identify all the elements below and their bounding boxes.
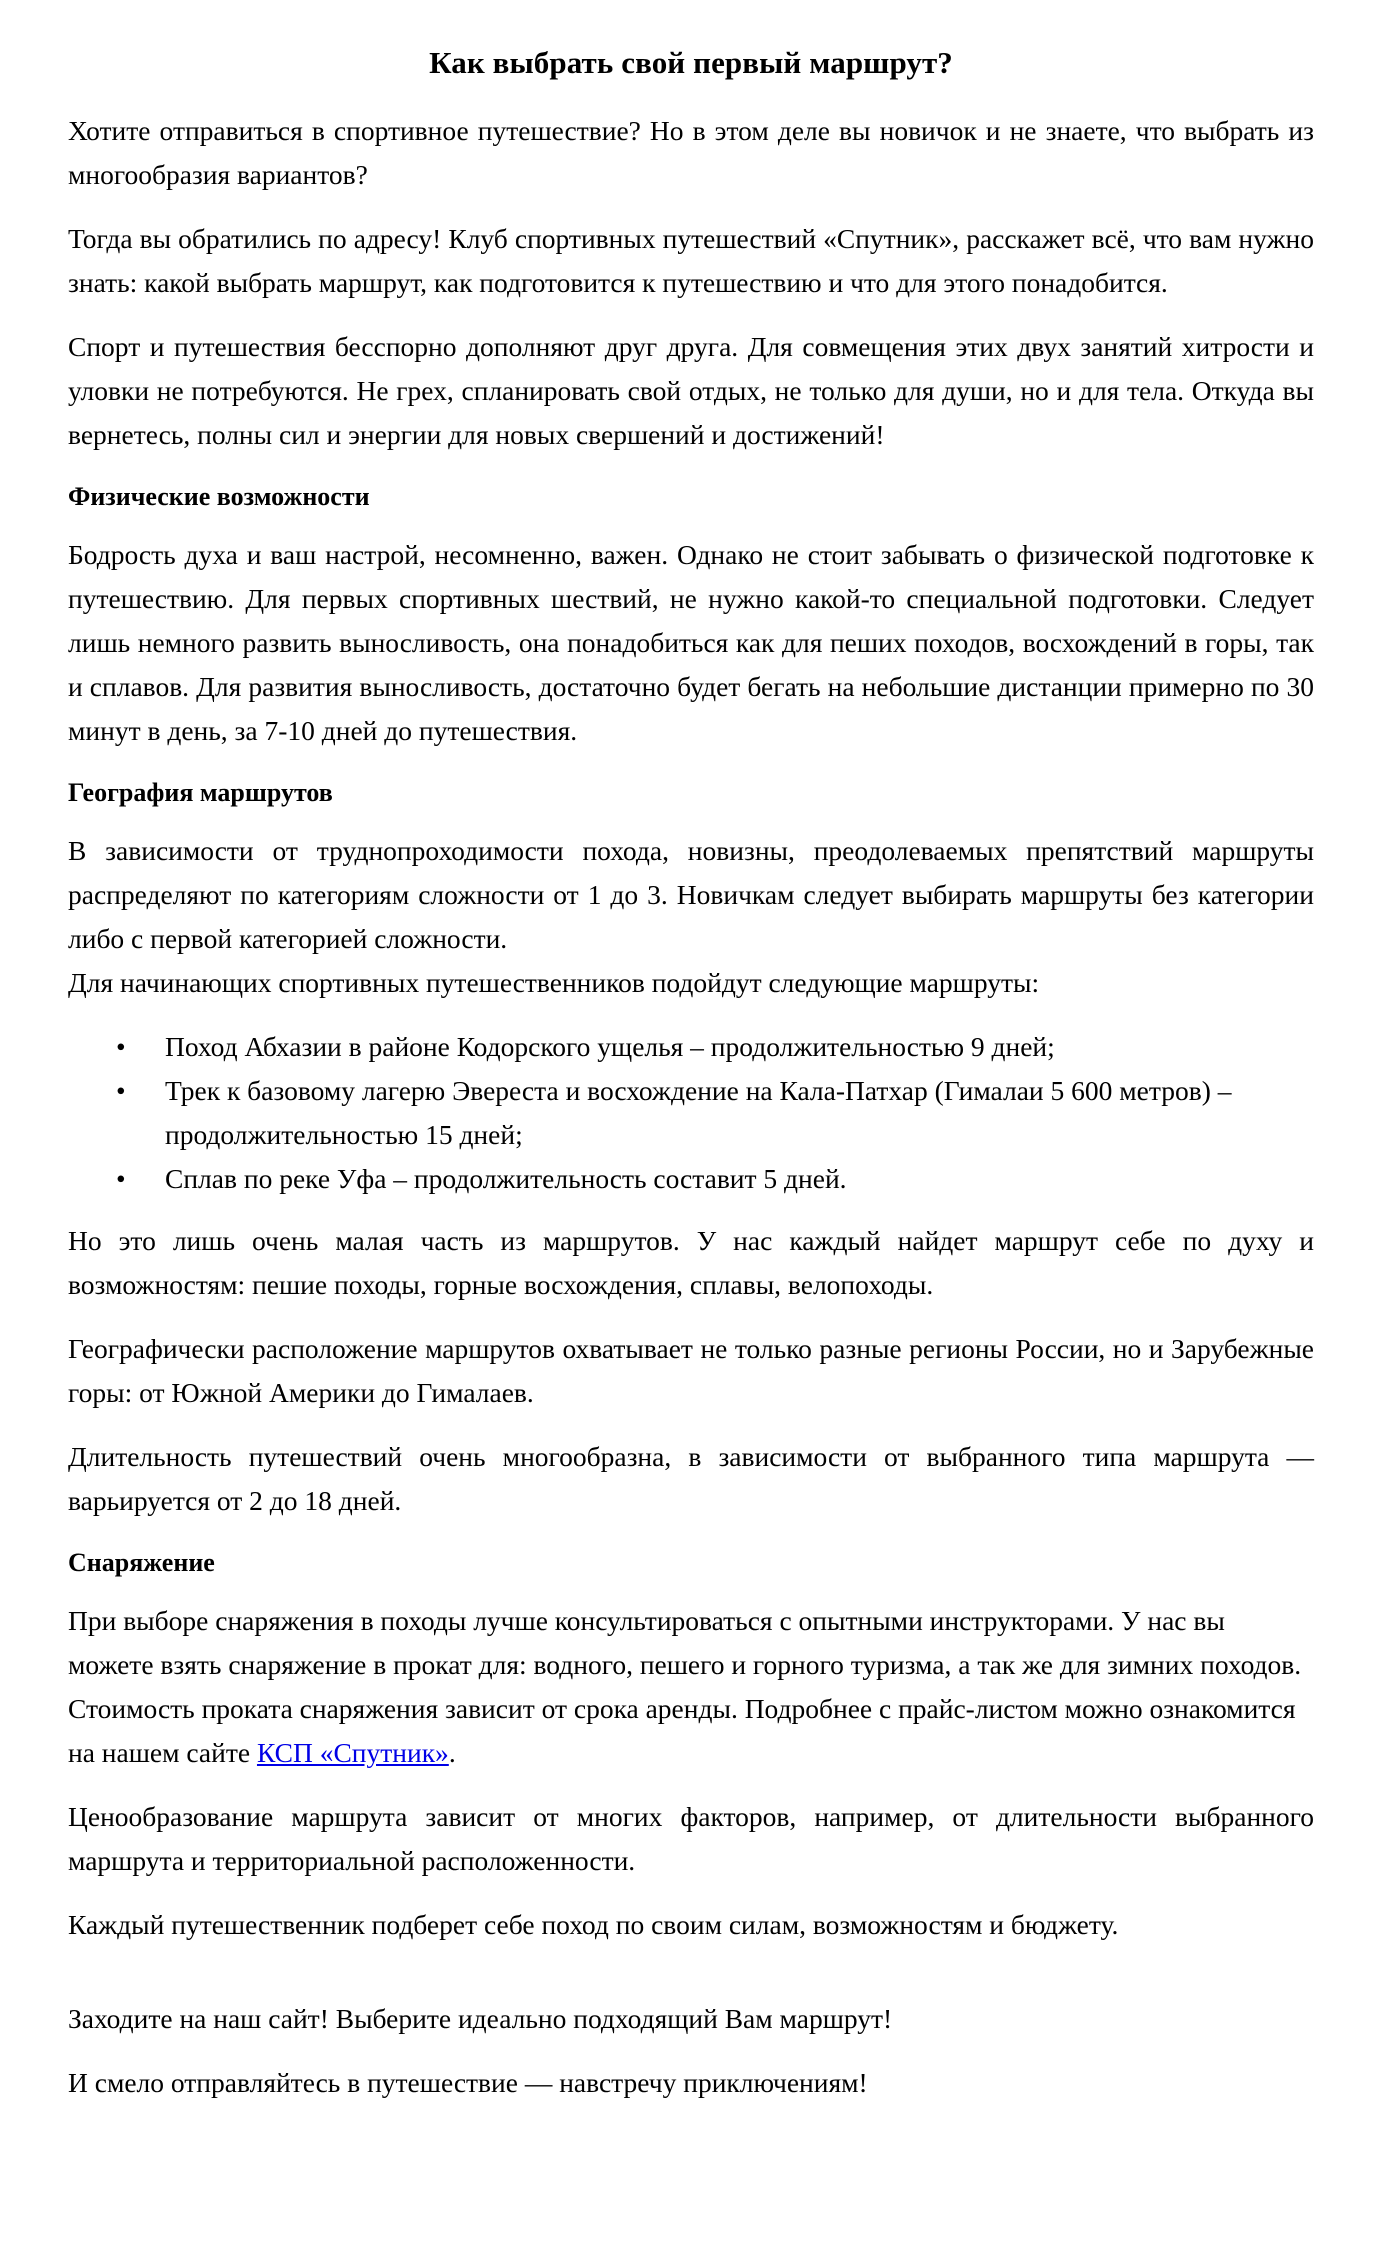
- page-title: Как выбрать свой первый маршрут?: [429, 45, 953, 80]
- intro-paragraph-1: Хотите отправиться в спортивное путешествие? Но в этом деле вы новичок и не знаете, что выбрать из многообразия вариантов?: [68, 114, 1314, 190]
- routes-duration-paragraph: Длительность путешествий очень многообразна, в зависимости от выбранного типа маршрута — варьируется от 2 до 18 дней.: [68, 1440, 1314, 1516]
- ksp-sputnik-link[interactable]: КСП «Спутник»: [256, 1736, 449, 1768]
- list-item: [68, 1025, 1314, 1069]
- closing-line-2: И смело отправляйтесь в путешествие — навстречу приключениям!: [68, 2066, 868, 2098]
- section-body-physical-abilities: Бодрость духа и ваш настрой, несомненно, важен. Однако не стоит забывать о физической подготовке к путешествию. Для первых спортивных шествий, не нужно какой-то специальной подготовки. Следует лишь немного развить выносливость, она понадобиться как для пеших походов, восхождений в горы, так и сплавов. Для развития выносливость, достаточно будет бегать на небольшие дистанции примерно по 30 минут в день, за 7-10 дней до путешествия.: [68, 538, 1314, 746]
- bullet-icon: •: [116, 1074, 126, 1106]
- section-body-route-geography: В зависимости от труднопроходимости похода, новизны, преодолеваемых препятствий маршруты распределяют по категориям сложности от 1 до 3. Новичкам следует выбирать маршруты без категории либо с первой категорией сложности.: [68, 834, 1314, 954]
- intro-paragraph-3: Спорт и путешествия бесспорно дополняют друг друга. Для совмещения этих двух занятий хитрости и уловки не потребуются. Не грех, спланировать свой отдых, не только для души, но и для тела. Откуда вы вернетесь, полны сил и энергии для новых свершений и достижений!: [68, 330, 1314, 450]
- section-heading-physical-abilities: Физические возможности: [68, 481, 370, 511]
- list-item: [68, 1157, 1314, 1201]
- closing-line-1: Заходите на наш сайт! Выберите идеально подходящий Вам маршрут!: [68, 2002, 893, 2034]
- section-body-equipment: [68, 1599, 1314, 1775]
- route-list-intro: Для начинающих спортивных путешественников подойдут следующие маршруты:: [68, 966, 1040, 998]
- list-item-label: Поход Абхазии в районе Кодорского ущелья – продолжительностью 9 дней;: [165, 1030, 1055, 1062]
- equipment-text-before-link: При выборе снаряжения в походы лучше консультироваться с опытными инструкторами. У нас вы можете взять снаряжение в прокат для: водного, пешего и горного туризма, а так же для зимних походов. Стоимость проката снаряжения зависит от срока аренды. Подробнее с прайс-листом можно ознакомится на нашем сайте: [68, 1604, 1302, 1768]
- list-item: [68, 1069, 1314, 1157]
- bullet-icon: •: [116, 1162, 126, 1194]
- section-heading-route-geography: География маршрутов: [68, 777, 333, 807]
- every-traveler-paragraph: Каждый путешественник подберет себе поход по своим силам, возможностям и бюджету.: [68, 1908, 1119, 1940]
- pricing-paragraph: Ценообразование маршрута зависит от многих факторов, например, от длительности выбранного маршрута и территориальной расположенности.: [68, 1800, 1314, 1876]
- intro-paragraph-2: Тогда вы обратились по адресу! Клуб спортивных путешествий «Спутник», расскажет всё, что вам нужно знать: какой выбрать маршрут, как подготовится к путешествию и что для этого понадобится.: [68, 222, 1314, 298]
- bullet-icon: •: [116, 1030, 126, 1062]
- section-heading-equipment: Снаряжение: [68, 1547, 215, 1577]
- route-list: [68, 1025, 1314, 1201]
- closing-spacer: [68, 1967, 1314, 1997]
- list-item-label: Трек к базовому лагерю Эвереста и восхождение на Кала-Патхар (Гималаи 5 600 метров) – продолжительностью 15 дней;: [165, 1074, 1232, 1150]
- routes-geography-paragraph: Географически расположение маршрутов охватывает не только разные регионы России, но и Зарубежные горы: от Южной Америки до Гималаев.: [68, 1332, 1314, 1408]
- list-item-label: Сплав по реке Уфа – продолжительность составит 5 дней.: [165, 1162, 847, 1194]
- routes-variety-paragraph: Но это лишь очень малая часть из маршрутов. У нас каждый найдет маршрут себе по духу и возможностям: пешие походы, горные восхождения, сплавы, велопоходы.: [68, 1224, 1314, 1300]
- equipment-text-after-link: .: [448, 1736, 456, 1768]
